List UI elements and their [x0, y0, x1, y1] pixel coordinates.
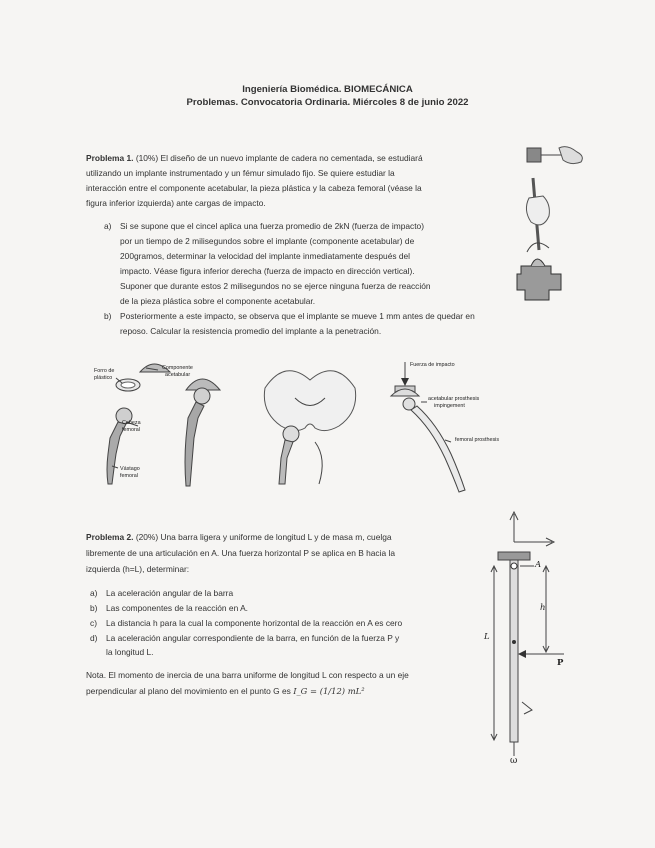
problem2-intro-line-2: libremente de una articulación en A. Una fuerza horizontal P se aplica en B hacia la: [86, 548, 395, 558]
label-vastago-2: femoral: [120, 473, 138, 479]
pelvis-illustration: [255, 358, 365, 488]
problem1-item-a-line-5: Suponer que durante estos 2 milisegundos no se ejerce ninguna fuerza de reacción: [120, 281, 431, 291]
header-line-2: Problemas. Convocatoria Ordinaria. Miércoles 8 de junio 2022: [186, 97, 469, 108]
problem1-item-a-line-1: Si se supone que el cincel aplica una fuerza promedio de 2kN (fuerza de impacto): [120, 221, 424, 231]
problem1-item-a-line-2: por un tiempo de 2 milisegundos sobre el implante (componente acetabular) de: [120, 236, 415, 246]
label-femoral-prosthesis: femoral prosthesis: [455, 437, 500, 443]
problem1-item-b-line-2: reposo. Calcular la resistencia promedio del implante a la penetración.: [120, 326, 382, 336]
problem1-item-a-line-4: impacto. Véase figura inferior derecha (fuerza de impacto en dirección vertical).: [120, 266, 415, 276]
problem2-item-b-text: Las componentes de la reacción en A.: [106, 603, 249, 613]
label-omega: ω: [510, 756, 518, 766]
problem1-item-b-marker: b): [104, 311, 112, 321]
problem1-intro-line-3: interacción entre el componente acetabular, la pieza plástica y la cabeza femoral (véase la: [86, 183, 422, 193]
problem2-item-d-cont: la longitud L.: [106, 647, 154, 657]
header-line-1: Ingeniería Biomédica. BIOMECÁNICA: [242, 84, 413, 95]
label-vastago-1: Vástago: [120, 466, 140, 472]
label-componente-1: Componente: [162, 365, 193, 371]
problem1-item-b-line-1: Posteriormente a este impacto, se observa que el implante se mueve 1 mm antes de quedar en: [120, 311, 475, 321]
problem2-item-a-marker: a): [90, 588, 98, 598]
problem2-item-d-marker: d): [90, 633, 98, 643]
label-cabeza-2: femoral: [122, 427, 140, 433]
label-P: P: [557, 658, 564, 668]
problem1-item-a-line-6: de la pieza plástica sobre el componente acetabular.: [120, 296, 316, 306]
label-A: A: [535, 560, 542, 570]
label-componente-2: acetabular: [165, 372, 191, 378]
label-fuerza-impacto: Fuerza de impacto: [410, 362, 455, 368]
problem2-item-a-text: La aceleración angular de la barra: [106, 588, 234, 598]
problem1-intro-line-4: figura inferior izquierda) ante cargas de impacto.: [86, 198, 266, 208]
hammer-chisel-illustration: [515, 140, 595, 310]
impact-diagram: [375, 358, 535, 498]
note-line-2: perpendicular al plano del movimiento en el punto G es I_G = (1/12) mL²: [86, 686, 365, 696]
problem1-intro-line-2: utilizando un implante instrumentado y un fémur simulado fijo. Se quiere estudiar la: [86, 168, 395, 178]
problem2-item-c-text: La distancia h para la cual la componente horizontal de la reacción en A es cero: [106, 618, 403, 628]
problem2-intro-line-3: izquierda (h=L), determinar:: [86, 564, 190, 574]
label-acetabular-1: acetabular prosthesis: [428, 396, 480, 402]
problem1-intro-line-1: Problema 1. (10%) El diseño de un nuevo implante de cadera no cementada, se estudiará: [86, 153, 423, 163]
hip-implant-figure: [86, 358, 276, 498]
label-L: L: [484, 632, 490, 642]
problem2-item-c-marker: c): [90, 618, 97, 628]
note-line-1: Nota. El momento de inercia de una barra uniforme de longitud L con respecto a un eje: [86, 670, 409, 680]
inertia-formula: I_G = (1/12) mL²: [293, 686, 365, 696]
label-cabeza-1: Cabeza: [122, 420, 141, 426]
problem2-title: Problema 2.: [86, 532, 134, 542]
problem2-item-b-marker: b): [90, 603, 98, 613]
label-forro-1: Forro de: [94, 368, 115, 374]
problem1-item-a-marker: a): [104, 221, 112, 231]
problem1-item-a-line-3: 200gramos, determinar la velocidad del implante inmediatamente después del: [120, 251, 411, 261]
problem2-intro-line-1: Problema 2. (20%) Una barra ligera y uniforme de longitud L y de masa m, cuelga: [86, 532, 392, 542]
label-h: h: [540, 603, 546, 613]
problem1-title: Problema 1.: [86, 153, 134, 163]
label-acetabular-2: impingement: [434, 403, 465, 409]
bar-pendulum-diagram: [480, 512, 570, 762]
label-forro-2: plástico: [94, 375, 113, 381]
problem2-item-d-text: La aceleración angular correspondiente de la barra, en función de la fuerza P y: [106, 633, 400, 643]
